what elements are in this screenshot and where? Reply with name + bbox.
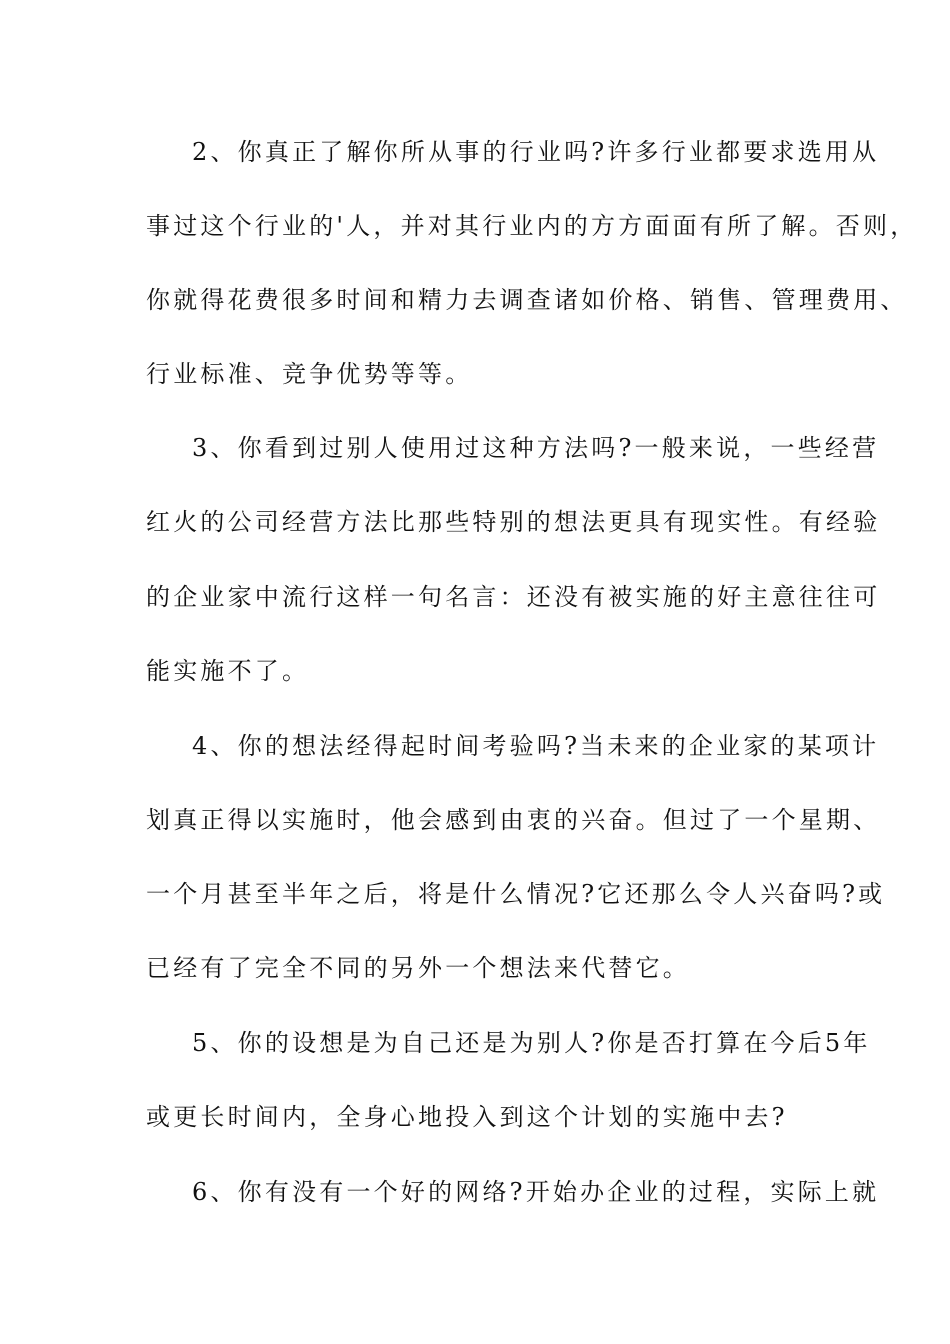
paragraph-4-line-3: 一个月甚至半年之后，将是什么情况?它还那么令人兴奋吗?或 [146, 880, 886, 908]
paragraph-5-line-1: 5、你的设想是为自己还是为别人?你是否打算在今后5年 [192, 1029, 871, 1057]
paragraph-2-line-2: 事过这个行业的'人，并对其行业内的方方面面有所了解。否则， [146, 212, 918, 240]
paragraph-3-line-1: 3、你看到过别人使用过这种方法吗?一般来说，一些经营 [192, 434, 880, 462]
paragraph-3-line-3: 的企业家中流行这样一句名言：还没有被实施的好主意往往可 [146, 583, 881, 611]
paragraph-2-line-1: 2、你真正了解你所从事的行业吗?许多行业都要求选用从 [192, 138, 880, 166]
paragraph-4-line-1: 4、你的想法经得起时间考验吗?当未来的企业家的某项计 [192, 732, 880, 760]
paragraph-2-line-4: 行业标准、竞争优势等等。 [146, 360, 473, 388]
paragraph-2-line-3: 你就得花费很多时间和精力去调查诸如价格、销售、管理费用、 [146, 286, 908, 314]
paragraph-4-line-2: 划真正得以实施时，他会感到由衷的兴奋。但过了一个星期、 [146, 806, 881, 834]
paragraph-4-line-4: 已经有了完全不同的另外一个想法来代替它。 [146, 954, 690, 982]
paragraph-3-line-2: 红火的公司经营方法比那些特别的想法更具有现实性。有经验 [146, 508, 881, 536]
paragraph-6-line-1: 6、你有没有一个好的网络?开始办企业的过程，实际上就 [192, 1178, 880, 1206]
paragraph-5-line-2: 或更长时间内，全身心地投入到这个计划的实施中去? [146, 1103, 788, 1131]
paragraph-3-line-4: 能实施不了。 [146, 657, 310, 685]
